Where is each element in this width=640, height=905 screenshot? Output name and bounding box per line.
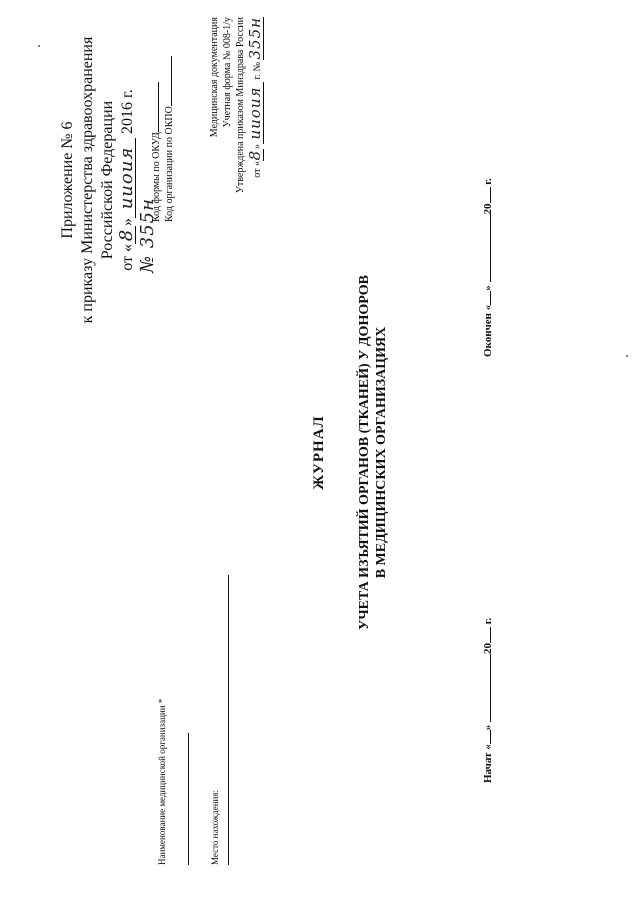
org-name-line (188, 733, 189, 865)
scan-speck (626, 355, 628, 357)
appendix-date-year: 2016 г. (119, 89, 136, 134)
okpo-field (171, 56, 172, 106)
medical-doc-block (208, 17, 264, 247)
med-doc-date-day: 8 (246, 149, 264, 161)
start-year-field (490, 627, 491, 643)
appendix-date-month: ииоия (119, 138, 136, 218)
end-day-field (490, 291, 491, 305)
med-doc-date-month: ииоия (247, 82, 264, 144)
location-label: Место нахождения: (210, 790, 220, 865)
appendix-date: от «8»ииоия 2016 г. (116, 89, 137, 271)
end-year-field (490, 187, 491, 203)
appendix-federation: Российской Федерации (99, 100, 116, 260)
codes-block (150, 56, 176, 222)
journal-subtitle (356, 0, 390, 905)
okud-field (158, 82, 159, 132)
location-line (228, 575, 229, 865)
start-day-field (490, 730, 491, 744)
journal-subtitle-line1: УЧЕТА ИЗЪЯТИЙ ОРГАНОВ (ТКАНЕЙ) У ДОНОРОВ (357, 275, 372, 630)
med-doc-number: 355н (246, 17, 264, 60)
appendix-title: Приложение № 6 (59, 121, 76, 239)
okud-label: Код формы по ОКУД (150, 56, 163, 222)
start-date: Начат «» 20 г. (482, 617, 494, 783)
scan-speck (38, 45, 40, 47)
med-doc-title: Медицинская документация (209, 17, 220, 138)
journal-subtitle-line2: В МЕДИЦИНСКИХ ОРГАНИЗАЦИЯХ (374, 326, 389, 579)
journal-title: ЖУРНАЛ (311, 415, 327, 490)
med-doc-form: Учетная форма № 008-1/у (222, 17, 233, 128)
start-month-field (490, 654, 491, 722)
end-date: Окончен «» 20 г. (482, 178, 494, 357)
org-name-label: Наименование медицинской организации * (157, 698, 167, 865)
appendix-date-day: 8 (119, 226, 136, 244)
appendix-order-number: № 355н (137, 198, 158, 273)
okpo-label: Код организации по ОКПО (163, 56, 176, 222)
end-month-field (490, 214, 491, 282)
appendix-block (58, 15, 158, 345)
appendix-order-line: к приказу Министерства здравоохранения (79, 36, 96, 324)
med-doc-approved: Утверждена приказом Минздрава России (235, 17, 246, 194)
med-doc-date: от «8»ииоия г. № 355н (246, 17, 264, 178)
